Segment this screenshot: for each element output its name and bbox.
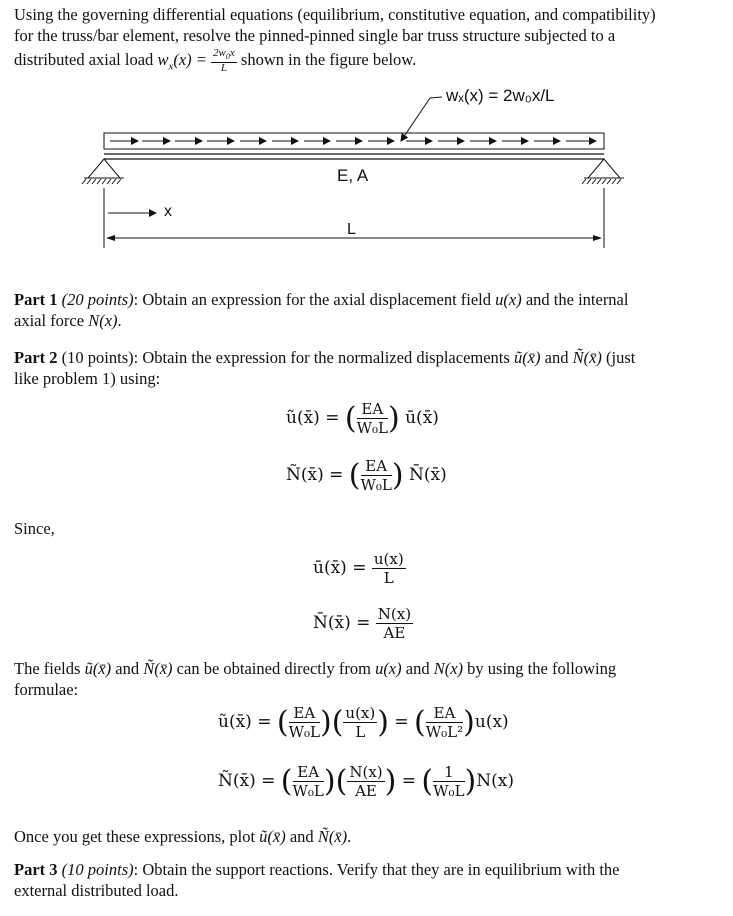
eq-n-tilde-def: Ñ(x̄) = ( $\frac{EA}{\text{W₀L}}$ ) N̄(x̄)	[286, 457, 447, 494]
intro-line-2: for the truss/bar element, resolve the pinned-pinned single bar truss structure subjected to a	[14, 26, 616, 45]
part2-paragraph: Part 2 (10 points): Obtain the expression for the normalized displacements ũ(x̄) and Ñ(x̄) (just like problem 1) using:	[14, 348, 636, 388]
eq-u-tilde-formula: ũ(x̄) = ( $\frac{EA}{\text{W₀L}}$ )( $\frac{u(x)}{L}$ ) = ( $\frac{EA}{\text{W₀L²}}$ )u(x)	[218, 704, 509, 741]
part3-points: (10 points)	[57, 860, 134, 879]
plot-instruction: Once you get these expressions, plot ũ(x̄) and Ñ(x̄).	[14, 827, 352, 846]
part3-paragraph: Part 3 (10 points): Obtain the support reactions. Verify that they are in equilibrium with the external distributed load.	[14, 860, 620, 900]
dim-arrow-right	[593, 235, 602, 241]
intro-line-1: Using the governing differential equations (equilibrium, constitutive equation, and compatibility)	[14, 5, 656, 24]
eq-u-bar-def: ū(x̄) = $\frac{u(x)}{L}$	[313, 550, 404, 587]
part1-title: Part 1	[14, 290, 58, 309]
since-label: Since,	[14, 519, 55, 538]
load-label-leader	[430, 97, 442, 98]
intro-paragraph	[14, 4, 714, 77]
part2-title: Part 2	[14, 348, 58, 367]
eq-u-tilde-def: ũ(x̄) = ( $\frac{EA}{\text{W₀L}}$ ) ū(x̄)	[286, 400, 439, 437]
intro-line-3: distributed axial load $w_x(x)$ = $\frac{2w_0x}{L}$ shown in the figure below.	[14, 47, 417, 74]
load-symbol: $w_x$	[157, 49, 174, 73]
eq-n-tilde-formula: Ñ(x̄) = ( $\frac{EA}{\text{W₀L}}$ )( $\frac{N(x)}{AE}$ ) = ( $\frac{1}{\text{W₀L}}$ )N(x)	[218, 763, 514, 800]
x-axis-label: x	[164, 203, 172, 220]
load-pointer-arrow	[401, 98, 430, 141]
load-fraction: $\frac{2w_0x}{L}$	[213, 47, 235, 74]
part3-title: Part 3	[14, 860, 58, 879]
right-pin-support	[582, 159, 624, 184]
load-label: wₓ(x) = 2w₀x/L	[446, 86, 555, 105]
section-label: E, A	[337, 166, 369, 185]
length-label: L	[347, 221, 356, 238]
dim-arrow-left	[106, 235, 115, 241]
part1-paragraph: Part 1 (20 points): Obtain an expression for the axial displacement field u(x) and the internal axial force N(x).	[14, 290, 629, 330]
fields-paragraph: The fields ũ(x̄) and Ñ(x̄) can be obtained directly from u(x) and N(x) by using the following formulae:	[14, 659, 617, 699]
part1-points: (20 points)	[61, 290, 134, 309]
eq-n-bar-def: N̄(x̄) = $\frac{N(x)}{AE}$	[313, 605, 412, 642]
left-pin-support	[82, 159, 124, 184]
